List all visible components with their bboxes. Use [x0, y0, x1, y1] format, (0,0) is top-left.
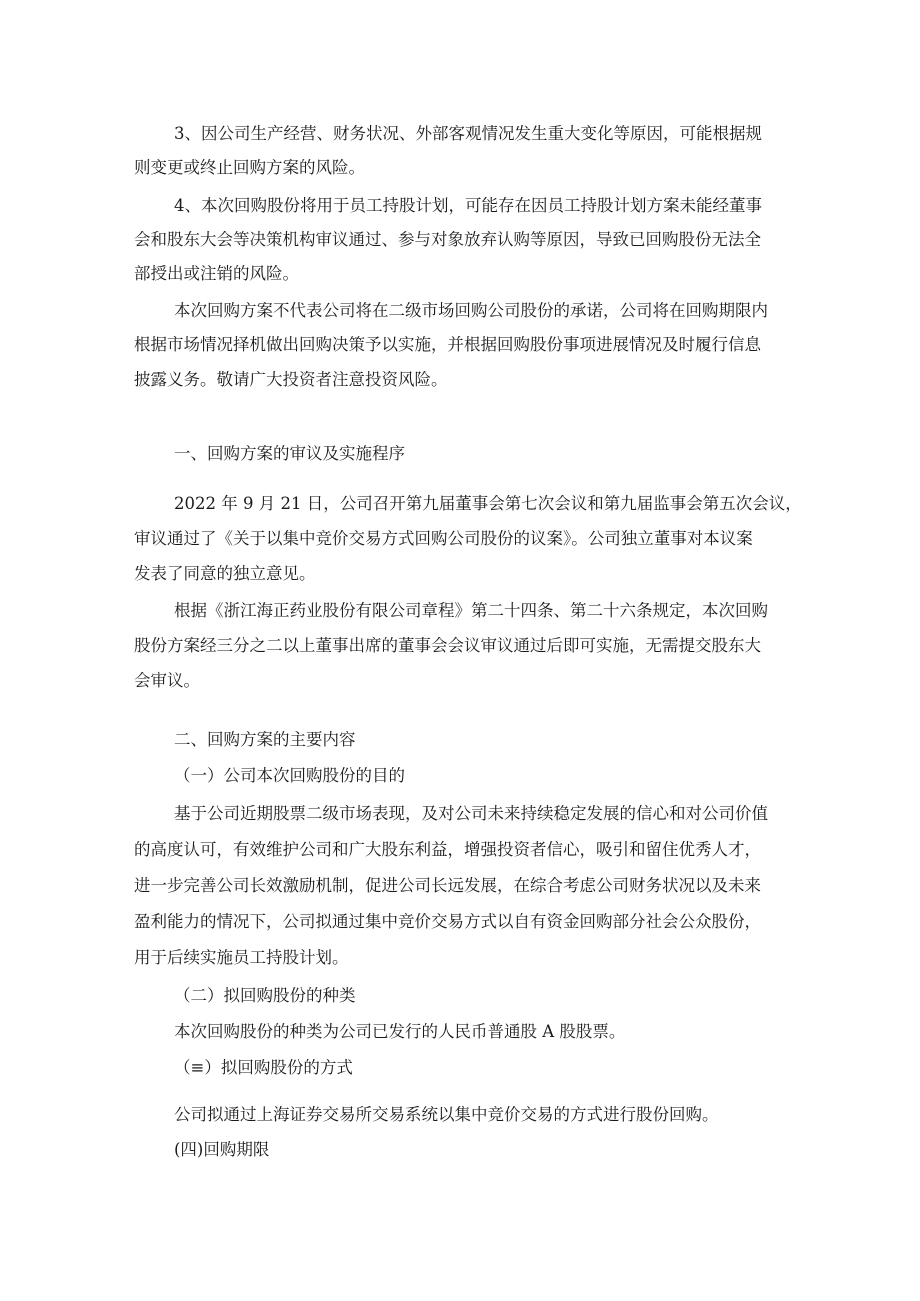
subheading-method: （≡）拟回购股份的方式	[174, 1058, 353, 1077]
section-heading-2: 二、回购方案的主要内容	[174, 730, 356, 749]
subheading-period: (四)回购期限	[174, 1140, 270, 1159]
purpose-line-1: 基于公司近期股票二级市场表现，及对公司未来持续稳定发展的信心和对公司价值	[174, 804, 768, 823]
purpose-line-2: 的高度认可，有效维护公司和广大股东利益，增强投资者信心，吸引和留住优秀人才，	[134, 840, 761, 859]
disclaimer-line-2: 根据市场情况择机做出回购决策予以实施，并根据回购股份事项进展情况及时履行信息	[134, 335, 761, 354]
disclaimer-line-1: 本次回购方案不代表公司将在二级市场回购公司股份的承诺，公司将在回购期限内	[174, 301, 768, 320]
articles-line-2: 股份方案经三分之二以上董事出席的董事会会议审议通过后即可实施，无需提交股东大	[134, 636, 761, 655]
method-text: 公司拟通过上海证券交易所交易系统以集中竞价交易的方式进行股份回购。	[174, 1105, 719, 1124]
articles-line-1: 根据《浙江海正药业股份有限公司章程》第二十四条、第二十六条规定，本次回购	[174, 601, 768, 620]
purpose-line-5: 用于后续实施员工持股计划。	[134, 948, 349, 967]
purpose-line-4: 盈利能力的情况下，公司拟通过集中竞价交易方式以自有资金回购部分社会公众股份，	[134, 912, 761, 931]
purpose-line-3: 进一步完善公司长效激励机制，促进公司长远发展，在综合考虑公司财务状况以及未来	[134, 876, 761, 895]
share-type-text: 本次回购股份的种类为公司已发行的人民币普通股 A 股股票。	[174, 1022, 626, 1041]
risk-item-3-line-1: 3、因公司生产经营、财务状况、外部客观情况发生重大变化等原因，可能根据规	[174, 124, 762, 143]
risk-item-3-line-2: 则变更或终止回购方案的风险。	[134, 158, 365, 177]
approval-line-3: 发表了同意的独立意见。	[134, 564, 316, 583]
risk-item-4-line-1: 4、本次回购股份将用于员工持股计划，可能存在因员工持股计划方案未能经董事	[174, 196, 762, 215]
approval-line-1: 2022 年 9 月 21 日，公司召开第九届董事会第七次会议和第九届监事会第五次会议，	[174, 494, 802, 513]
disclaimer-line-3: 披露义务。敬请广大投资者注意投资风险。	[134, 370, 448, 389]
subheading-share-type: （二）拟回购股份的种类	[174, 986, 356, 1005]
section-heading-1: 一、回购方案的审议及实施程序	[174, 444, 405, 463]
articles-line-3: 会审议。	[134, 671, 200, 690]
risk-item-4-line-3: 部授出或注销的风险。	[134, 264, 299, 283]
risk-item-4-line-2: 会和股东大会等决策机构审议通过、参与对象放弃认购等原因，导致已回购股份无法全	[134, 230, 761, 249]
subheading-purpose: （一）公司本次回购股份的目的	[174, 766, 405, 785]
approval-line-2: 审议通过了《关于以集中竞价交易方式回购公司股份的议案》。公司独立董事对本议案	[134, 529, 753, 548]
